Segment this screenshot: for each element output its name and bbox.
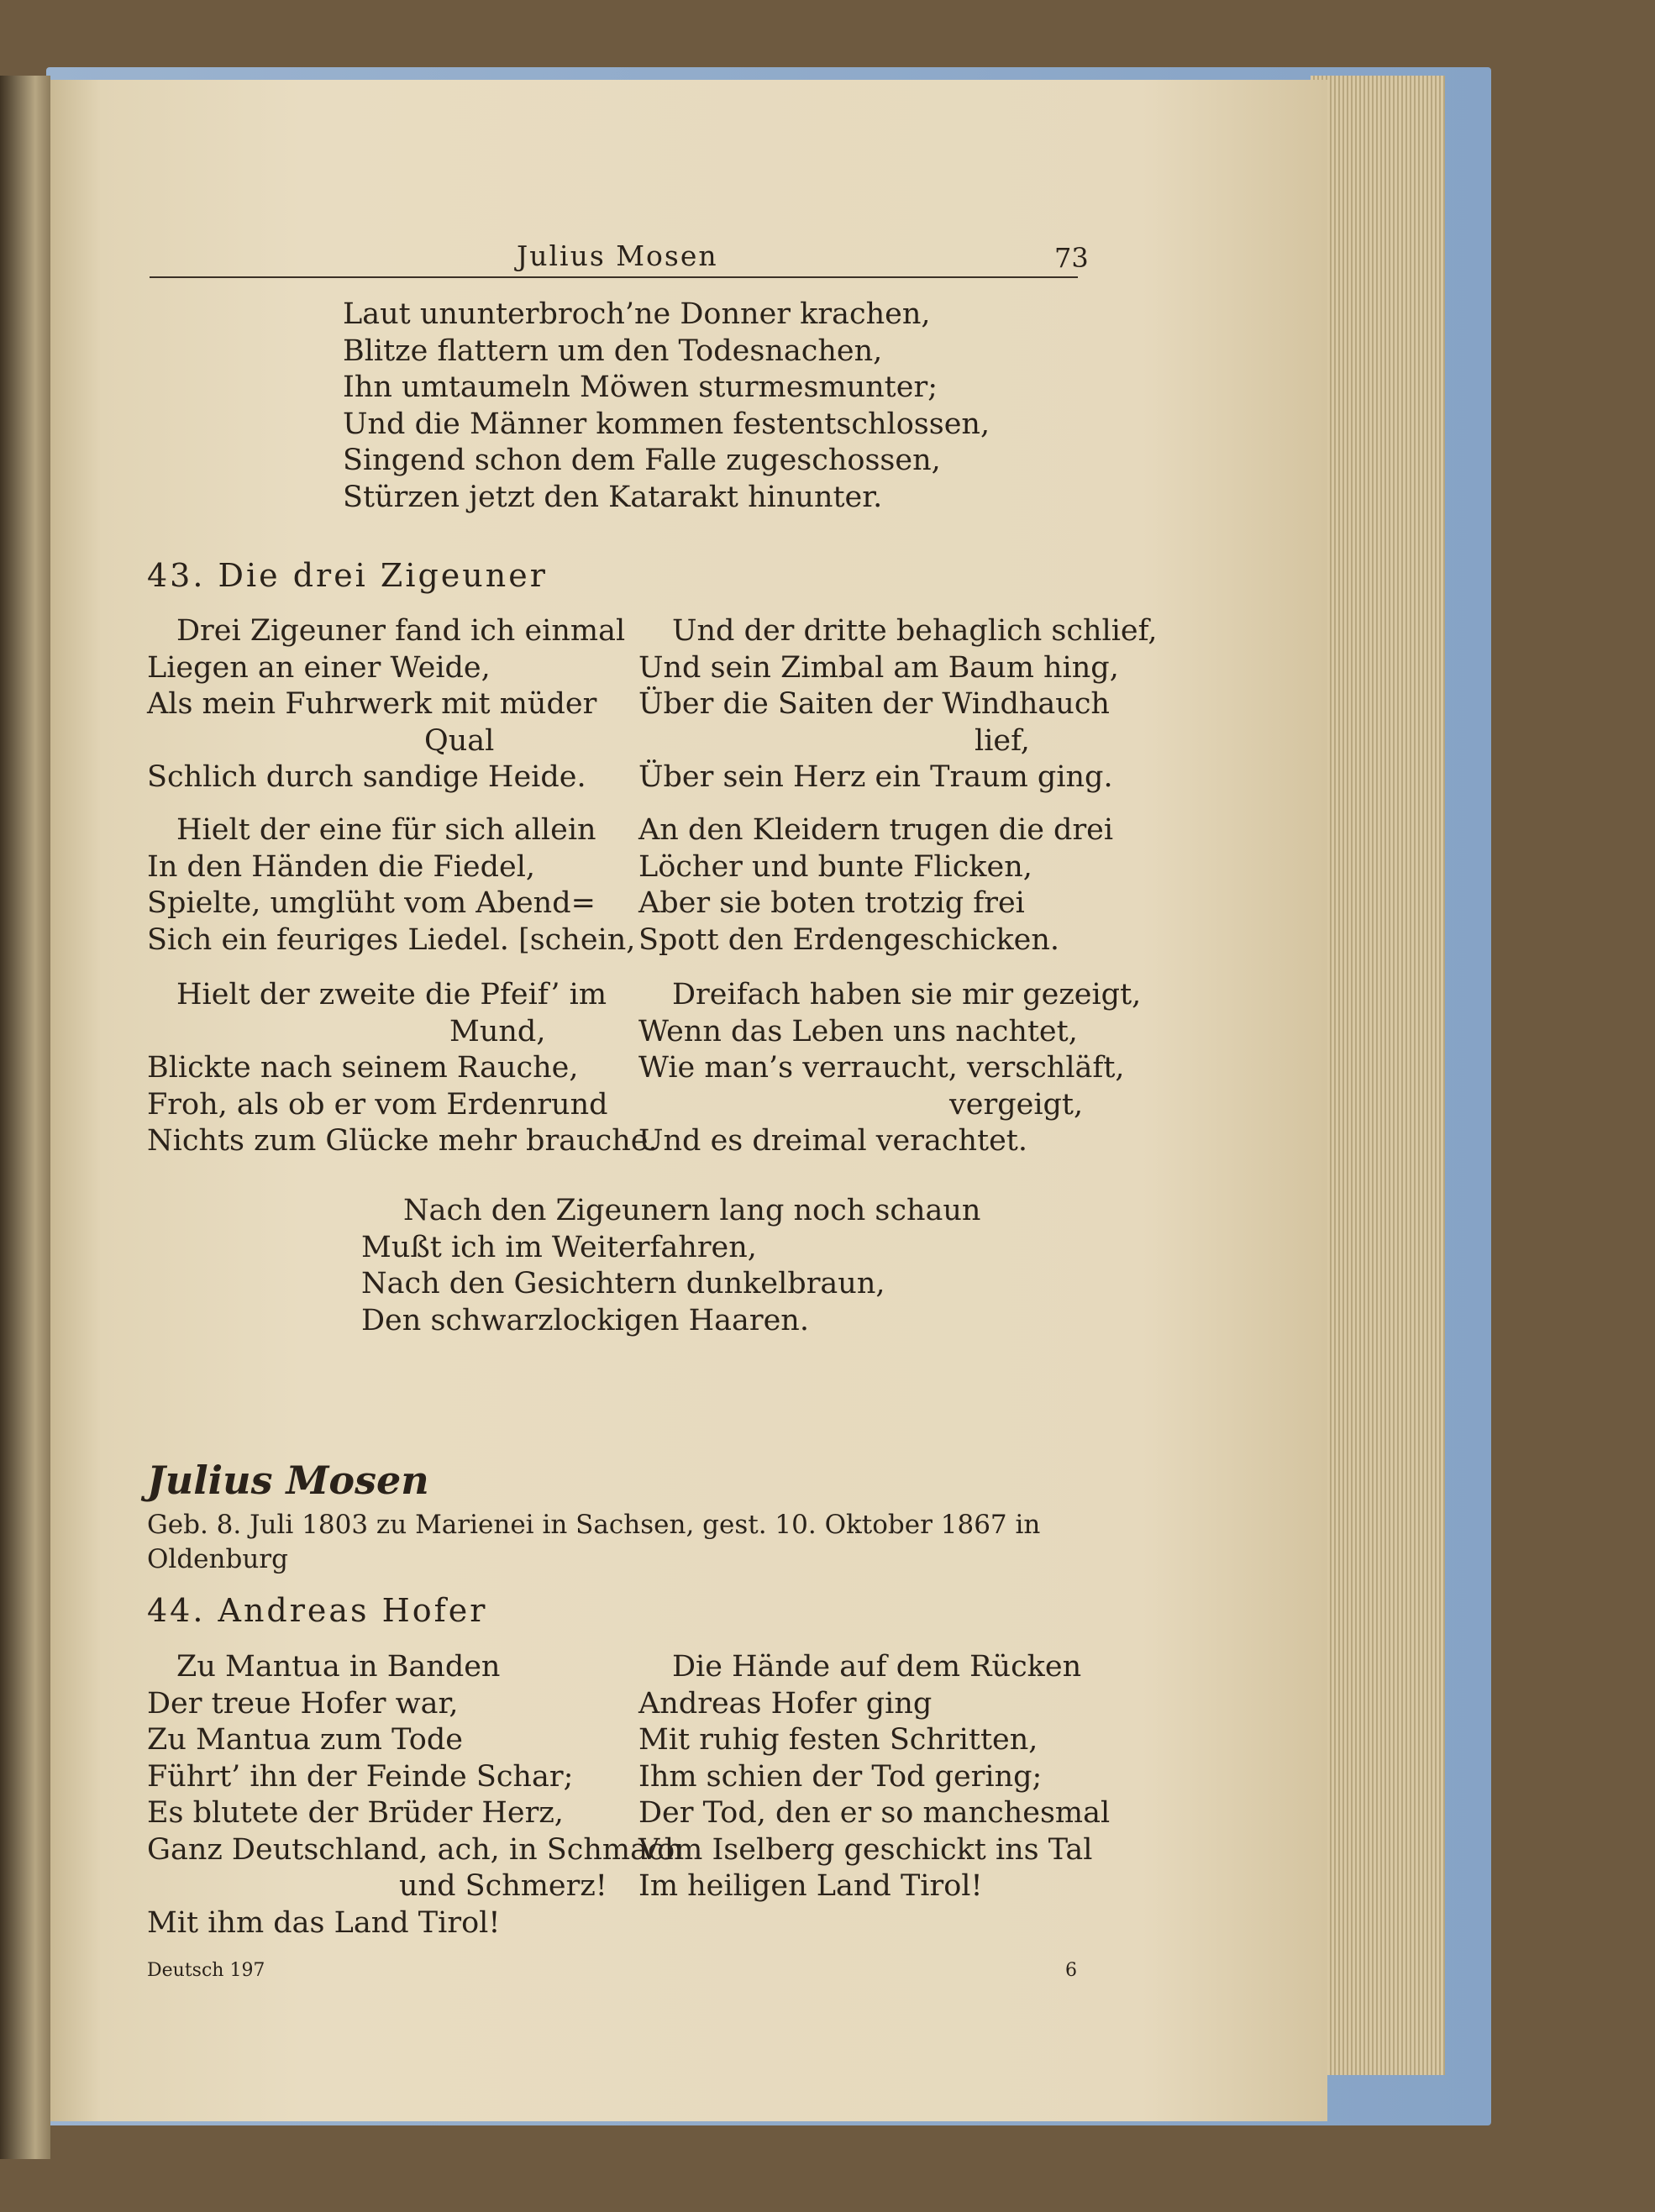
poem-43-left-stanza-1 [147, 613, 625, 796]
poem-43-title: 43. Die drei Zigeuner [147, 557, 548, 594]
poem-43-right-stanza-1 [638, 613, 1157, 796]
header-rule [150, 276, 1078, 278]
left-page-edge [0, 76, 50, 2159]
verse-line: Zu Mantua zum Tode [147, 1723, 463, 1757]
verse-line: Als mein Fuhrwerk mit müder [147, 687, 597, 721]
verse-line: Qual [424, 723, 495, 758]
verse-line: Den schwarzlockigen Haaren. [361, 1303, 809, 1337]
verse-line: vergeigt, [949, 1087, 1084, 1122]
verse-line: An den Kleidern trugen die drei [638, 813, 1114, 847]
poem-43-closing-stanza [361, 1193, 980, 1339]
page-number: 73 [1054, 242, 1089, 274]
verse-line: Froh, als ob er vom Erdenrund [147, 1087, 608, 1122]
verse-line: Drei Zigeuner fand ich einmal [176, 614, 626, 648]
verse-line: Führt’ ihn der Feinde Schar; [147, 1759, 574, 1794]
verse-line: lief, [975, 723, 1030, 758]
footer-sheet-number: 6 [1065, 1960, 1077, 1981]
verse-line: Stürzen jetzt den Katarakt hinunter. [343, 480, 883, 514]
verse-line: Laut ununterbroch’ne Donner krachen, [343, 297, 931, 331]
verse-line: Nach den Zigeunern lang noch schaun [403, 1194, 981, 1227]
footer-signature: Deutsch 197 [147, 1960, 265, 1981]
verse-line: Sich ein feuriges Liedel. [schein, [147, 922, 636, 957]
bio-line: Geb. 8. Juli 1803 zu Marienei in Sachsen, gest. 10. Oktober 1867 in [147, 1510, 1041, 1540]
verse-line: Und die Männer kommen festentschlossen, [343, 407, 990, 441]
verse-line: und Schmerz! [399, 1869, 607, 1903]
verse-line: Liegen an einer Weide, [147, 650, 491, 685]
verse-line: Hielt der zweite die Pfeif’ im [176, 978, 607, 1011]
verse-line: Wenn das Leben uns nachtet, [638, 1014, 1078, 1048]
poem-43-right-stanza-2 [638, 812, 1113, 959]
verse-line: Im heiligen Land Tirol! [638, 1869, 983, 1903]
poem-43-left-stanza-2 [147, 812, 635, 959]
book-page [50, 80, 1327, 2121]
verse-line: Nach den Gesichtern dunkelbraun, [361, 1267, 885, 1300]
verse-line: Aber sie boten trotzig frei [638, 886, 1025, 920]
poem-44-title: 44. Andreas Hofer [147, 1592, 488, 1629]
verse-line: Es blutete der Brüder Herz, [147, 1796, 564, 1830]
verse-line: Und es dreimal verachtet. [638, 1124, 1027, 1158]
poem-44-right-stanza [638, 1649, 1110, 1905]
poem-44-left-stanza [147, 1649, 683, 1941]
author-bio [147, 1508, 1080, 1577]
verse-line: Mit ruhig festen Schritten, [638, 1723, 1038, 1757]
verse-line: Und der dritte behaglich schlief, [672, 614, 1158, 648]
verse-line: Der Tod, den er so manchesmal [638, 1796, 1111, 1830]
verse-line: Nichts zum Glücke mehr brauche. [147, 1124, 658, 1158]
verse-line: Über sein Herz ein Traum ging. [638, 760, 1113, 794]
verse-line: Löcher und bunte Flicken, [638, 849, 1032, 884]
verse-line: Zu Mantua in Banden [176, 1650, 501, 1684]
verse-line: Mit ihm das Land Tirol! [147, 1905, 501, 1940]
page-edges [1311, 76, 1445, 2075]
verse-line: Wie man’s verraucht, verschläft, [638, 1051, 1125, 1085]
verse-line: Und sein Zimbal am Baum hing, [638, 650, 1119, 685]
verse-line: Hielt der eine für sich allein [176, 813, 596, 847]
verse-line: Spielte, umglüht vom Abend= [147, 886, 596, 920]
author-name: Julius Mosen [147, 1458, 429, 1503]
verse-line: Schlich durch sandige Heide. [147, 760, 586, 794]
poem-43-right-stanza-3 [638, 977, 1141, 1160]
verse-line: Über die Saiten der Windhauch [638, 687, 1110, 721]
verse-line: Mußt ich im Weiterfahren, [361, 1230, 757, 1264]
verse-line: Ganz Deutschland, ach, in Schmach [147, 1832, 684, 1867]
verse-line: Blitze flattern um den Todesnachen, [343, 334, 883, 368]
bio-line: Oldenburg [147, 1544, 288, 1574]
running-head: Julius Mosen [517, 239, 718, 272]
verse-line: Mund, [449, 1014, 546, 1048]
verse-line: Andreas Hofer ging [638, 1686, 933, 1721]
verse-line: Spott den Erdengeschicken. [638, 922, 1060, 957]
verse-line: Blickte nach seinem Rauche, [147, 1051, 579, 1085]
verse-line: Der treue Hofer war, [147, 1686, 459, 1721]
verse-line: Die Hände auf dem Rücken [672, 1650, 1082, 1684]
verse-line: Dreifach haben sie mir gezeigt, [672, 978, 1142, 1011]
verse-line: Vom Iselberg geschickt ins Tal [638, 1832, 1093, 1867]
top-stanza [343, 297, 990, 516]
verse-line: Ihm schien der Tod gering; [638, 1759, 1043, 1794]
verse-line: Singend schon dem Falle zugeschossen, [343, 444, 941, 477]
verse-line: Ihn umtaumeln Möwen sturmesmunter; [343, 370, 938, 404]
poem-43-left-stanza-3 [147, 977, 658, 1160]
verse-line: In den Händen die Fiedel, [147, 849, 536, 884]
